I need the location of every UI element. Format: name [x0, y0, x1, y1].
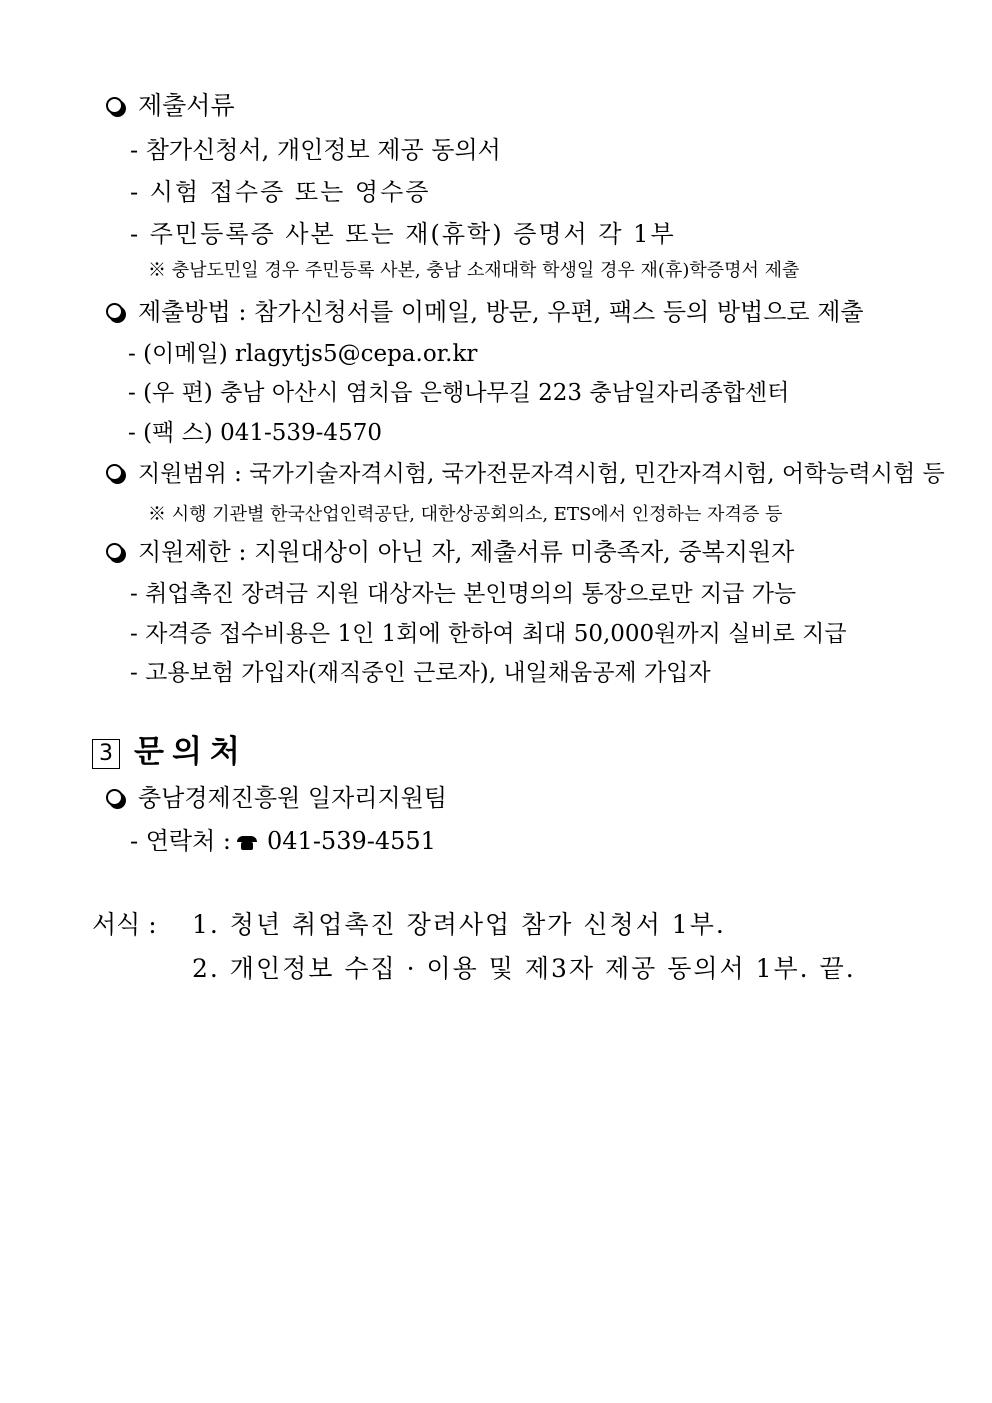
section-number-box: 3	[92, 739, 120, 769]
circle-bullet-icon	[104, 462, 126, 484]
section-title: 지원제한 : 지원대상이 아닌 자, 제출서류 미충족자, 중복지원자	[138, 538, 795, 566]
contact-org-line	[104, 786, 447, 810]
forms-line-1	[92, 912, 726, 937]
section-submission-method	[104, 300, 864, 324]
note-text: ※ 시행 기관별 한국산업인력공단, 대한상공회의소, ETS에서 인정하는 자격증 등	[148, 504, 783, 525]
note-text: ※ 충남도민일 경우 주민등록 사본, 충남 소재대학 학생일 경우 재(휴)학증명서 제출	[148, 260, 800, 281]
circle-bullet-icon	[104, 95, 126, 117]
section-submission-documents	[104, 93, 235, 118]
list-item: - 시험 접수증 또는 영수증	[130, 178, 431, 206]
circle-bullet-icon	[104, 787, 126, 809]
list-item: - (팩 스) 041-539-4570	[128, 420, 382, 446]
forms-label: 서식 :	[92, 910, 157, 939]
section-title: 지원범위 : 국가기술자격시험, 국가전문자격시험, 민간자격시험, 어학능력시험 등	[138, 461, 945, 487]
list-item: - (이메일) rlagytjs5@cepa.or.kr	[128, 341, 478, 367]
contact-phone: 041-539-4551	[267, 827, 436, 855]
section-title: 제출방법 : 참가신청서를 이메일, 방문, 우편, 팩스 등의 방법으로 제출	[138, 298, 864, 326]
list-item: - 참가신청서, 개인정보 제공 동의서	[130, 136, 501, 164]
list-item: - 취업촉진 장려금 지원 대상자는 본인명의의 통장으로만 지급 가능	[130, 581, 797, 607]
circle-bullet-icon	[104, 301, 126, 323]
section-support-limit	[104, 540, 794, 564]
list-item: - 주민등록증 사본 또는 재(휴학) 증명서 각 1부	[130, 220, 676, 248]
circle-bullet-icon	[104, 541, 126, 563]
list-item: - 고용보험 가입자(재직중인 근로자), 내일채움공제 가입자	[130, 660, 711, 686]
phone-icon	[237, 836, 259, 850]
contact-heading	[92, 734, 248, 770]
contact-label: - 연락처 :	[130, 827, 232, 855]
section-title: 제출서류	[138, 91, 235, 120]
contact-org: 충남경제진흥원 일자리지원팀	[138, 784, 448, 812]
form-item: 2. 개인정보 수집 · 이용 및 제3자 제공 동의서 1부. 끝.	[192, 954, 856, 983]
list-item: - (우 편) 충남 아산시 염치읍 은행나무길 223 충남일자리종합센터	[128, 380, 790, 406]
list-item: - 자격증 접수비용은 1인 1회에 한하여 최대 50,000원까지 실비로 지급	[130, 621, 847, 647]
contact-phone-line	[130, 829, 436, 853]
form-item: 1. 청년 취업촉진 장려사업 참가 신청서 1부.	[192, 910, 726, 939]
section-support-scope	[104, 462, 945, 486]
page-section-heading: 문의처	[134, 734, 248, 770]
